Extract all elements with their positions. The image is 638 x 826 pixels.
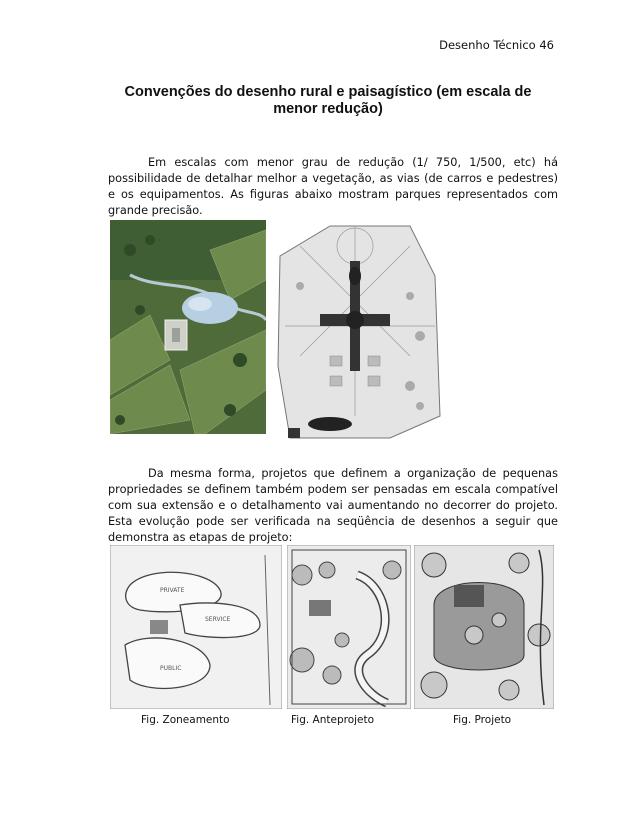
- caption-zoning: Fig. Zoneamento: [141, 714, 230, 726]
- final-project-image: [414, 545, 554, 709]
- page-header: Desenho Técnico 46: [439, 38, 554, 52]
- zone-label-private: PRIVATE: [160, 587, 185, 594]
- preliminary-sketch-image: [287, 545, 411, 709]
- caption-project: Fig. Projeto: [453, 714, 512, 726]
- zoning-sketch-image: [110, 545, 282, 709]
- park-plan-image: [270, 216, 446, 442]
- paragraph-intro: Em escalas com menor grau de redução (1/ 750, 1/500, etc) há possibilidade de detalhar melhor a vegetação, as vias (de carros e pedestres) e os equipamentos. As figuras abaixo mostram parques representados com grande precisão.: [108, 156, 558, 217]
- caption-preliminary: Fig. Anteprojeto: [291, 714, 375, 726]
- zone-label-service: SERVICE: [205, 616, 231, 623]
- zone-label-public: PUBLIC: [160, 665, 182, 672]
- paragraph-stages: Da mesma forma, projetos que definem a organização de pequenas propriedades se definem também podem ser pensadas em escala compatível com sua extensão e o detalhamento vai aumentando no decorrer do projeto. Esta evolução pode ser verificada na seqüência de desenhos a seguir que demonstra as etapas de projeto:: [108, 467, 558, 544]
- park-model-image: [110, 220, 266, 434]
- page-title: Convenções do desenho rural e paisagístico (em escala de menor redução): [124, 84, 532, 117]
